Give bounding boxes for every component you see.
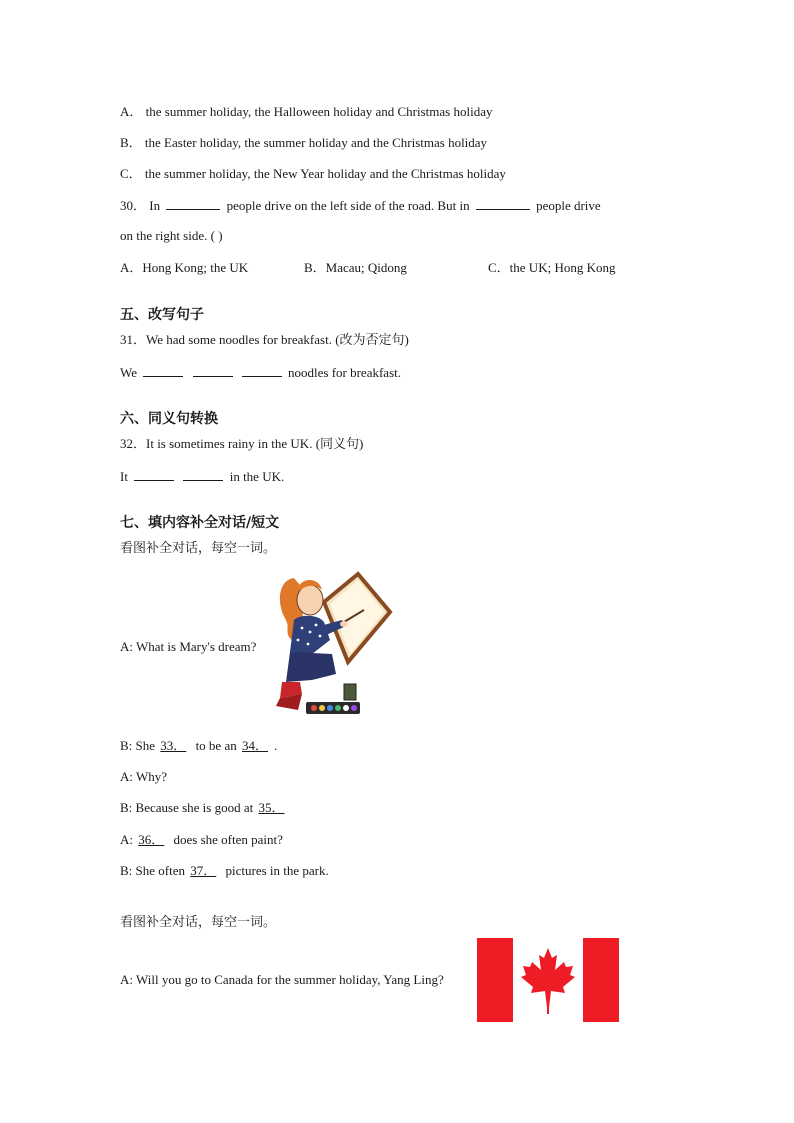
dialog-b2-pre: B: Because she is good at <box>120 800 254 815</box>
canada-flag-image <box>477 938 619 1022</box>
section-6-title: 六、同义句转换 <box>120 411 218 427</box>
dialog-b3-pre: B: She often <box>120 863 185 878</box>
q30-text-part1: In <box>149 198 161 213</box>
dialog-a3 <box>120 832 283 848</box>
q32-question: 32．It is sometimes rainy in the UK. (同义句) <box>120 436 364 451</box>
q32-it: It <box>120 469 128 484</box>
q30-line2-text: on the right side. ( ) <box>120 228 223 243</box>
blank-34[interactable]: 34． <box>241 738 268 753</box>
dialog-a3-pre: A: <box>120 832 133 847</box>
option-label: C． <box>488 260 510 275</box>
dialog-b1-pre: B: She <box>120 738 156 753</box>
answer-blank[interactable] <box>166 197 220 210</box>
blank-35[interactable]: 35． <box>258 800 285 815</box>
dialog-a3-end: does she often paint? <box>173 832 283 847</box>
q31-end: noodles for breakfast. <box>288 365 401 380</box>
q32-end: in the UK. <box>229 469 285 484</box>
q30-text-part2: people drive on the left side of the road. But in <box>226 198 470 213</box>
answer-blank[interactable] <box>183 468 223 481</box>
question-number: 30． <box>120 198 147 213</box>
section-7-title: 七、填内容补全对话/短文 <box>120 515 280 531</box>
section-7-instruction-2: 看图补全对话，每空一词。 <box>120 915 277 930</box>
dialog-b1-mid: to be an <box>195 738 237 753</box>
answer-blank[interactable] <box>134 468 174 481</box>
q30-text-part3: people drive <box>536 198 601 213</box>
dialog-b2 <box>120 800 291 816</box>
blank-37[interactable]: 37． <box>190 863 217 878</box>
dialog-b1-end: . <box>273 738 278 753</box>
option-label: B． <box>304 260 326 275</box>
dialog-b3 <box>120 863 329 879</box>
q29-option-b <box>120 135 487 151</box>
q31-question: 31．We had some noodles for breakfast. (改为否定句) <box>120 332 409 347</box>
answer-blank[interactable] <box>242 364 282 377</box>
dialog-b1 <box>120 738 277 754</box>
q32-answer-line <box>120 468 284 485</box>
option-text: the Easter holiday, the summer holiday and the Christmas holiday <box>144 135 488 150</box>
option-label: B． <box>120 135 142 150</box>
option-text: the summer holiday, the New Year holiday and the Christmas holiday <box>144 166 506 181</box>
blank-33[interactable]: 33． <box>160 738 187 753</box>
q30-option-a <box>120 260 248 276</box>
section-5-title: 五、改写句子 <box>120 307 204 323</box>
q30-question <box>120 197 601 214</box>
dialog-a1: A: What is Mary's dream? <box>120 639 257 654</box>
option-label: A． <box>120 104 143 119</box>
answer-blank[interactable] <box>476 197 530 210</box>
q29-option-a <box>120 104 492 120</box>
q30-option-c <box>488 260 615 276</box>
q31-we: We <box>120 365 137 380</box>
answer-blank[interactable] <box>193 364 233 377</box>
option-text: Macau; Qidong <box>325 260 407 275</box>
q30-option-b <box>304 260 407 276</box>
option-label: A． <box>120 260 143 275</box>
option-text: the UK; Hong Kong <box>509 260 616 275</box>
q30-question-line2 <box>120 228 223 244</box>
dialog-a2: A: Why? <box>120 769 168 784</box>
dialog-a4: A: Will you go to Canada for the summer holiday, Yang Ling? <box>120 972 444 987</box>
dialog-b3-end: pictures in the park. <box>225 863 329 878</box>
section-7-instruction: 看图补全对话，每空一词。 <box>120 541 277 556</box>
option-text: the summer holiday, the Halloween holiday and Christmas holiday <box>145 104 493 119</box>
option-text: Hong Kong; the UK <box>142 260 249 275</box>
girl-painting-illustration <box>272 570 394 722</box>
q31-answer-line <box>120 364 401 381</box>
answer-blank[interactable] <box>143 364 183 377</box>
option-label: C． <box>120 166 142 181</box>
blank-36[interactable]: 36． <box>138 832 165 847</box>
q29-option-c <box>120 166 506 182</box>
